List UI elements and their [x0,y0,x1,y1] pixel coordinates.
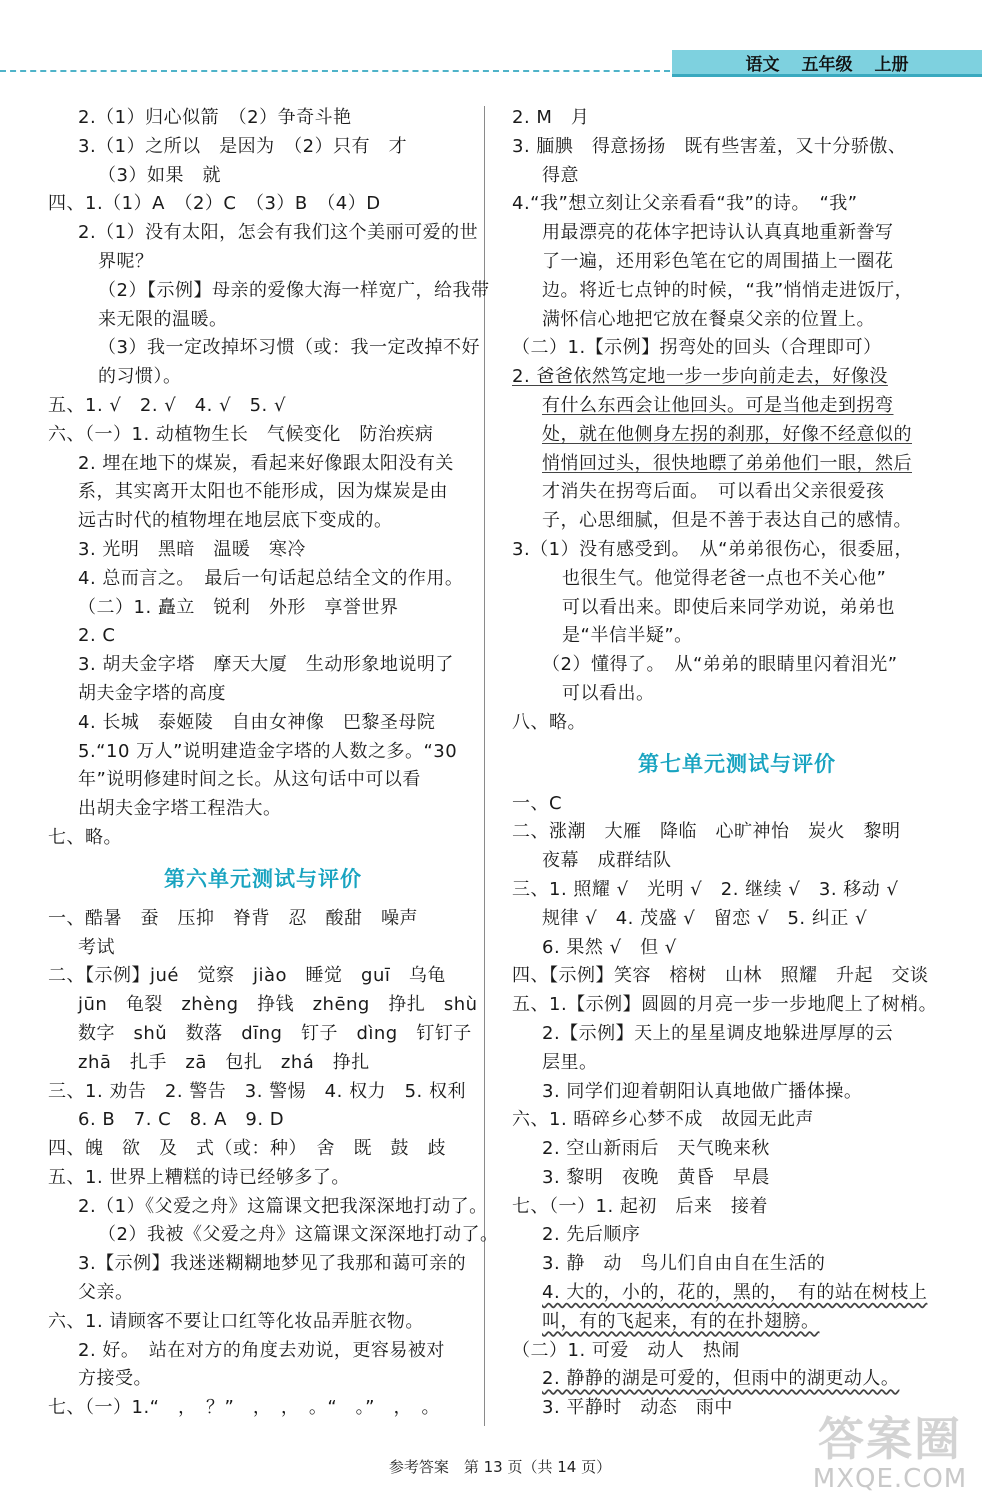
answer-line: 方接受。 [78,1368,152,1390]
answer-line: 四、【示例】笑容 榕树 山林 照耀 升起 交谈 [512,965,929,987]
answer-line: 2. 好。 站在对方的角度去劝说，更容易被对 [78,1339,445,1361]
answer-line: （3）我一定改掉坏习惯（或：我一定改掉不好 [98,337,480,359]
answer-line: 4. 大的，小的，花的，黑的， 有的站在树枝上 [542,1282,928,1304]
answer-line: 出胡夫金字塔工程浩大。 [78,798,282,820]
answer-line: 六、1. 晤碎乡心梦不成 故园无此声 [512,1109,814,1131]
answer-line: 4.“我”想立刻让父亲看看“我”的诗。 “我” [512,193,858,215]
answer-line: 6. B 7. C 8. A 9. D [78,1109,285,1131]
header-grade: 五年级 [801,54,853,75]
answer-line: 夜幕 成群结队 [542,850,672,872]
answer-line: 用最漂亮的花体字把诗认认真真地重新誊写 [542,222,894,244]
answer-line: 二、【示例】jué 觉察 jiào 睡觉 guī 乌龟 [48,965,446,987]
answer-line: 五、1. √ 2. √ 4. √ 5. √ [48,394,286,416]
header-volume: 上册 [874,54,909,75]
answer-line: 也很生气。他觉得老爸一点也不关心他” [562,567,887,589]
answer-line: 3. 腼腆 得意扬扬 既有些害羞，又十分骄傲、 [512,135,907,157]
answer-line: 远古时代的植物埋在地层底下变成的。 [78,510,393,532]
answer-line: （3）如果 就 [98,164,221,186]
answer-line: 3. 胡夫金字塔 摩天大厦 生动形象地说明了 [78,654,454,676]
answer-line: 是“半信半疑”。 [562,625,693,647]
answer-line: 4. 总而言之。 最后一句话起总结全文的作用。 [78,567,464,589]
answer-line: 2.（1）《父爱之舟》这篇课文把我深深地打动了。 [78,1195,488,1217]
answer-line: 七、略。 [48,826,122,848]
watermark-url: MXQE.COM [812,1464,968,1494]
answer-line: 三、1. 照耀 √ 光明 √ 2. 继续 √ 3. 移动 √ [512,878,899,900]
answer-line: 一、C [512,792,563,814]
answer-line: 七、（一）1.“ ， ？” ， ， 。“ 。” ， 。 [48,1397,440,1419]
answer-line: 三、1. 劝告 2. 警告 3. 警惕 4. 权力 5. 权利 [48,1080,466,1102]
answer-line: 满怀信心地把它放在餐桌父亲的位置上。 [542,308,875,330]
answer-line: 七、（一）1. 起初 后来 接着 [512,1195,768,1217]
answer-line: 五、1. 世界上糟糕的诗已经够多了。 [48,1166,350,1188]
answer-line: 3. 光明 黑暗 温暖 寒冷 [78,538,306,560]
answer-line: 2.（1）归心似箭 （2）争奇斗艳 [78,107,352,128]
answer-line: 父亲。 [78,1282,134,1304]
answer-line: 3.（1）没有感受到。 从“弟弟很伤心，很委屈， [512,538,913,560]
answer-line: 5.“10 万人”说明建造金字塔的人数之多。“30 [78,740,458,762]
answer-line: 4. 长城 泰姬陵 自由女神像 巴黎圣母院 [78,711,436,733]
answer-line: 2. M 月 [512,107,590,128]
answer-line: 叫，有的飞起来，有的在扑翅膀。 [542,1310,820,1332]
answer-line: 悄悄回过头，很快地瞟了弟弟他们一眼，然后 [542,452,912,474]
answer-line: 2. 空山新雨后 天气晚来秋 [542,1138,770,1160]
answer-line: 系，其实离开太阳也不能形成，因为煤炭是由 [78,481,448,503]
answer-line: （二）1. 矗立 锐利 外形 享誉世界 [78,596,399,618]
answer-line: 3. 黎明 夜晚 黄昏 早晨 [542,1166,770,1188]
header-rule [0,70,670,72]
answer-line: 规律 √ 4. 茂盛 √ 留恋 √ 5. 纠正 √ [542,907,868,929]
answer-line: 的习惯）。 [98,366,182,388]
answer-line: 来无限的温暖。 [98,308,228,330]
answer-line: 一、酷暑 蚕 压抑 脊背 忍 酸甜 噪声 [48,907,418,929]
answer-line: 层里。 [542,1051,598,1073]
answer-line: 年”说明修建时间之长。从这句话中可以看 [78,769,421,791]
answer-line: （2）我被《父爱之舟》这篇课文深深地打动了。 [98,1224,499,1246]
answer-line: 胡夫金字塔的高度 [78,682,226,704]
answer-line: 考试 [78,936,115,958]
answer-line: 六、1. 请顾客不要让口红等化妆品弄脏衣物。 [48,1310,424,1332]
header-tab [672,50,982,77]
answer-line: zhā 扎手 zā 包扎 zhá 挣扎 [78,1051,370,1073]
answer-line: （2）懂得了。 从“弟弟的眼睛里闪着泪光” [542,654,898,676]
answer-line: 六、（一）1. 动植物生长 气候变化 防治疾病 [48,423,434,445]
answer-line: 得意 [542,164,579,186]
answer-line: 可以看出。 [562,682,655,704]
answer-line: 2. 埋在地下的煤炭，看起来好像跟太阳没有关 [78,452,454,474]
answer-line: 2.（1）没有太阳，怎会有我们这个美丽可爱的世 [78,222,479,244]
watermark-logo: 答案圈 [818,1412,962,1466]
answer-line: 2.【示例】天上的星星调皮地躲进厚厚的云 [542,1022,894,1044]
watermark [790,1413,990,1493]
answer-line: 3.【示例】我迷迷糊糊地梦见了我那和蔼可亲的 [78,1253,467,1275]
answer-line: 3. 平静时 动态 雨中 [542,1397,733,1419]
right-column [512,104,962,1423]
answer-line: （二）1. 可爱 动人 热闹 [512,1339,740,1361]
answer-line: 界呢？ [98,250,154,272]
answer-line: jūn 龟裂 zhèng 挣钱 zhēng 挣扎 shù [78,994,478,1016]
answer-line: 八、略。 [512,711,586,733]
answer-line: 有什么东西会让他回头。可是当他走到拐弯 [542,394,894,416]
left-column [48,104,499,1423]
answer-line: （2）【示例】母亲的爱像大海一样宽广，给我带 [98,279,490,301]
answer-line: 数字 shǔ 数落 dīng 钉子 dìng 钉钉子 [78,1022,472,1044]
page-footer: 参考答案 第 13 页（共 14 页） [388,1458,612,1476]
section-title: 第七单元测试与评价 [638,751,836,776]
answer-line: 可以看出来。即使后来同学劝说，弟弟也 [562,596,895,618]
header-subject: 语文 [745,54,780,75]
answer-line: 才消失在拐弯后面。 可以看出父亲很爱孩 [542,481,885,503]
answer-line: 2. 先后顺序 [542,1224,641,1246]
answer-line: 二、涨潮 大雁 降临 心旷神怡 炭火 黎明 [512,821,901,843]
answer-line: 2. 爸爸依然笃定地一步一步向前走去，好像没 [512,366,888,388]
answer-line: 五、1.【示例】圆圆的月亮一步一步地爬上了树梢。 [512,994,938,1016]
answer-line: 3.（1）之所以 是因为 （2）只有 才 [78,135,408,157]
answer-line: （二）1.【示例】拐弯处的回头（合理即可） [512,337,882,359]
answer-line: 处，就在他侧身左拐的刹那，好像不经意似的 [542,423,912,445]
answer-line: 了一遍，还用彩色笔在它的周围描上一圈花 [542,250,894,272]
answer-line: 四、1.（1）A （2）C （3）B （4）D [48,193,381,215]
answer-line: 四、魄 欲 及 式（或：种） 舍 既 鼓 歧 [48,1138,446,1160]
answer-line: 子，心思细腻，但是不善于表达自己的感情。 [542,510,912,532]
section-title: 第六单元测试与评价 [164,866,362,891]
answer-line: 3. 静 动 鸟儿们自由自在生活的 [542,1253,826,1275]
answer-line: 边。将近七点钟的时候，“我”悄悄走进饭厅， [542,279,914,301]
answer-line: 6. 果然 √ 但 √ [542,936,677,958]
answer-line: 2. 静静的湖是可爱的，但雨中的湖更动人。 [542,1368,900,1390]
answer-line: 2. C [78,625,116,647]
answer-line: 3. 同学们迎着朝阳认真地做广播体操。 [542,1080,863,1102]
